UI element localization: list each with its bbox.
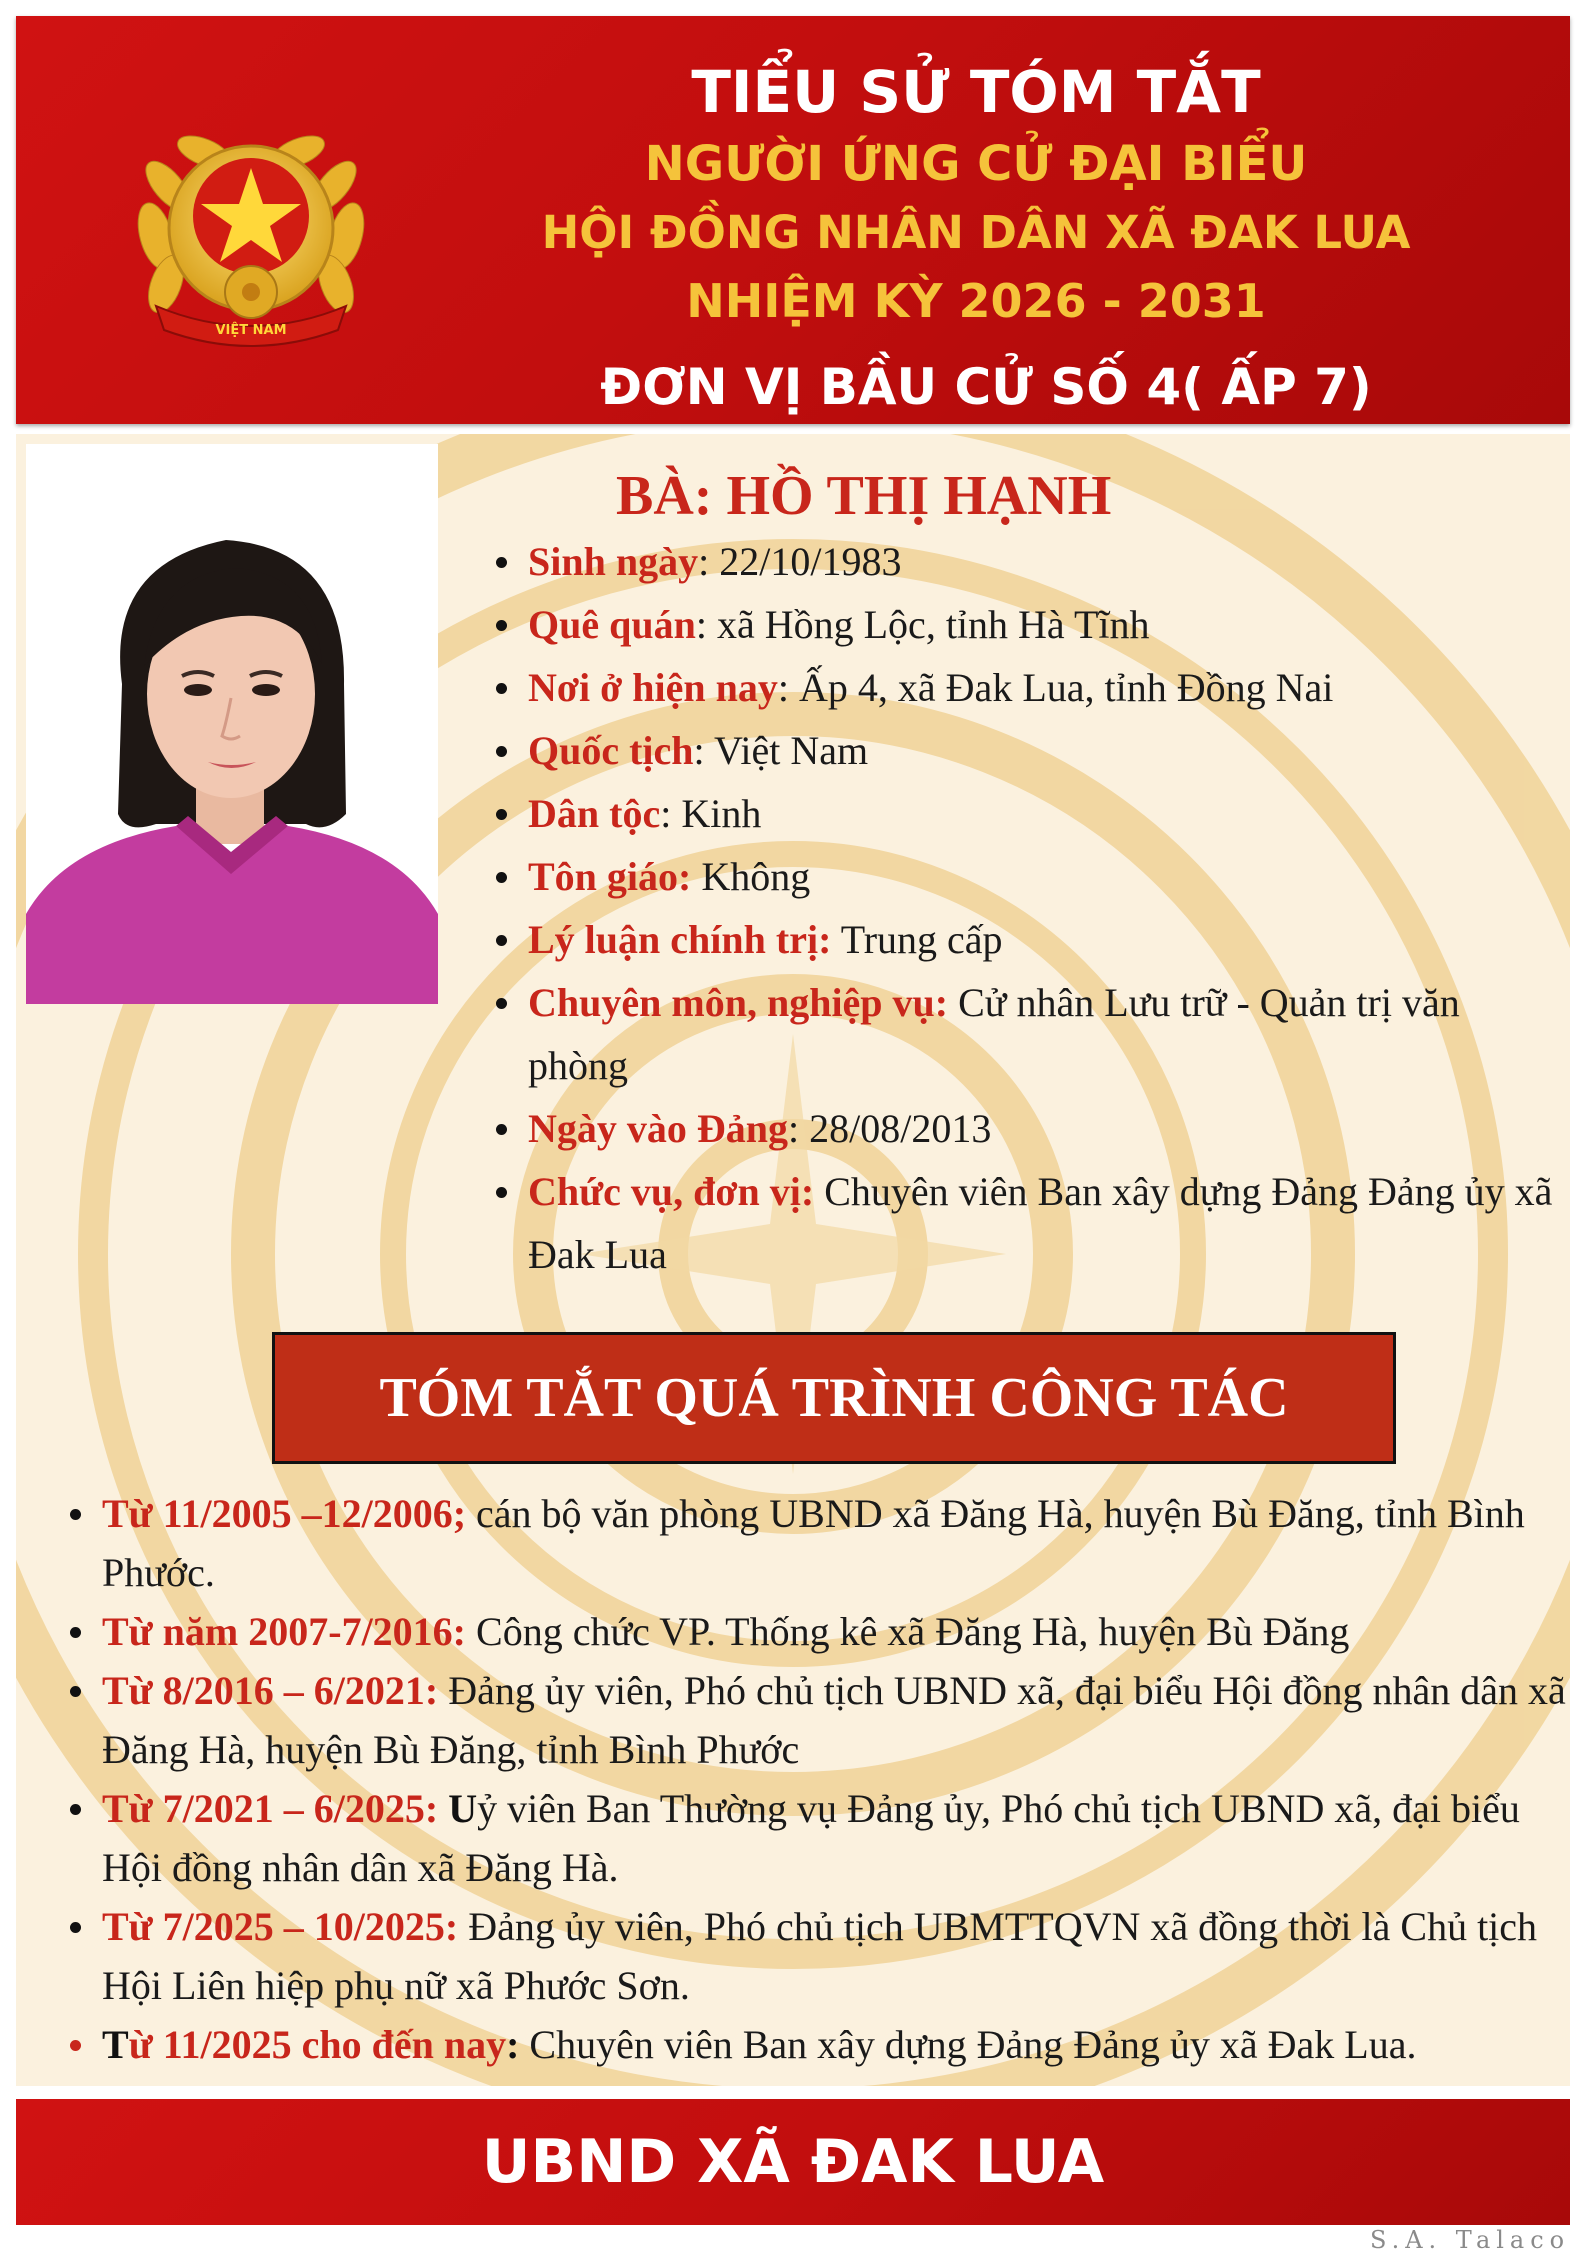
info-label: Quốc tịch: [528, 728, 694, 773]
personal-info-list: [476, 530, 1566, 1286]
candidate-portrait: [26, 444, 438, 1004]
info-separator: [691, 854, 701, 899]
career-text: Chuyên viên Ban xây dựng Đảng Đảng ủy xã Đak Lua.: [519, 2022, 1417, 2067]
info-label: Dân tộc: [528, 791, 661, 836]
info-value: Kinh: [681, 791, 762, 836]
info-label: Chuyên môn, nghiệp vụ:: [528, 980, 949, 1025]
career-period: Từ 8/2016 – 6/2021:: [102, 1668, 439, 1713]
info-separator: :: [660, 791, 682, 836]
career-item: [56, 1779, 1566, 1897]
info-value: Việt Nam: [713, 728, 869, 773]
info-label: Chức vụ, đơn vị:: [528, 1169, 815, 1214]
career-text: Công chức VP. Thống kê xã Đăng Hà, huyện Bù Đăng: [466, 1609, 1350, 1654]
info-separator: :: [788, 1106, 810, 1151]
career-item: [56, 1602, 1566, 1661]
career-list: [56, 1484, 1566, 2074]
candidate-name: BÀ: HỒ THỊ HẠNH: [616, 465, 1112, 527]
info-separator: :: [698, 539, 720, 584]
footer-banner: UBND XÃ ĐAK LUA: [16, 2099, 1570, 2225]
career-text: Đảng ủy viên, Phó chủ tịch UBND xã, đại biểu Hội đồng nhân dân xã Đăng Hà, huyện Bù Đăng, tỉnh Bình Phước: [102, 1668, 1566, 1772]
career-period: Từ năm 2007-7/2016:: [102, 1609, 467, 1654]
info-item: [476, 656, 1566, 719]
career-period-prefix: T: [102, 2022, 129, 2067]
info-item: [476, 845, 1566, 908]
career-period: Từ 7/2021 – 6/2025:: [102, 1786, 439, 1831]
info-item: [476, 530, 1566, 593]
career-section-title: TÓM TẮT QUÁ TRÌNH CÔNG TÁC: [272, 1332, 1396, 1464]
info-value: Cử nhân Lưu trữ - Quản trị văn phòng: [528, 980, 1460, 1088]
career-period: Từ 7/2025 – 10/2025:: [102, 1904, 459, 1949]
career-item: [56, 1484, 1566, 1602]
info-label: Tôn giáo:: [528, 854, 692, 899]
info-value: 22/10/1983: [719, 539, 902, 584]
career-item: [56, 1661, 1566, 1779]
career-text: cán bộ văn phòng UBND xã Đăng Hà, huyện Bù Đăng, tỉnh Bình Phước.: [102, 1491, 1525, 1595]
career-period: Từ 11/2005 –12/2006;: [102, 1491, 467, 1536]
info-value: xã Hồng Lộc, tỉnh Hà Tĩnh: [716, 602, 1150, 647]
career-item: [56, 1897, 1566, 2015]
content-panel: [16, 434, 1570, 2086]
info-label: Quê quán: [528, 602, 696, 647]
career-item: [56, 2015, 1566, 2074]
title-line-2: NGƯỜI ỨNG CỬ ĐẠI BIỂU: [644, 136, 1308, 192]
info-label: Lý luận chính trị:: [528, 917, 832, 962]
info-separator: :: [693, 728, 714, 773]
header-banner: [16, 16, 1570, 424]
info-separator: [948, 980, 958, 1025]
info-item: [476, 1097, 1566, 1160]
title-line-1: TIỂU SỬ TÓM TẮT: [691, 58, 1261, 126]
career-text: ỷ viên Ban Thường vụ Đảng ủy, Phó chủ tịch UBND xã, đại biểu Hội đồng nhân dân xã Đăng Hà.: [102, 1786, 1520, 1890]
info-separator: :: [777, 665, 800, 710]
info-separator: [814, 1169, 824, 1214]
info-label: Sinh ngày: [528, 539, 699, 584]
career-colon: :: [506, 2022, 520, 2067]
career-period: ừ 11/2025 cho đến nay: [128, 2022, 507, 2067]
national-emblem-icon: [116, 116, 386, 356]
info-value: Ấp 4, xã Đak Lua, tỉnh Đồng Nai: [799, 665, 1334, 710]
title-line-4: NHIỆM KỲ 2026 - 2031: [686, 274, 1266, 328]
info-item: [476, 593, 1566, 656]
info-item: [476, 782, 1566, 845]
career-lead-letter: U: [438, 1786, 478, 1831]
signature: S.A. Talaco: [1370, 2226, 1571, 2254]
info-value: Trung cấp: [840, 917, 1003, 962]
info-item: [476, 908, 1566, 971]
info-separator: :: [695, 602, 717, 647]
emblem-ribbon-text: VIỆT NAM: [215, 323, 287, 338]
info-separator: [831, 917, 840, 962]
info-item: [476, 1160, 1566, 1286]
title-line-3: HỘI ĐỒNG NHÂN DÂN XÃ ĐAK LUA: [541, 206, 1411, 259]
info-value: Không: [701, 854, 811, 899]
info-label: Ngày vào Đảng: [528, 1106, 789, 1151]
info-label: Nơi ở hiện nay: [528, 665, 778, 710]
career-text: Đảng ủy viên, Phó chủ tịch UBMTTQVN xã đồng thời là Chủ tịch Hội Liên hiệp phụ nữ xã Phước Sơn.: [102, 1904, 1538, 2008]
info-value: 28/08/2013: [809, 1106, 992, 1151]
info-value: Chuyên viên Ban xây dựng Đảng Đảng ủy xã Đak Lua: [528, 1169, 1553, 1277]
info-item: [476, 719, 1566, 782]
info-item: [476, 971, 1566, 1097]
election-unit: ĐƠN VỊ BẦU CỬ SỐ 4( ẤP 7): [600, 358, 1372, 416]
